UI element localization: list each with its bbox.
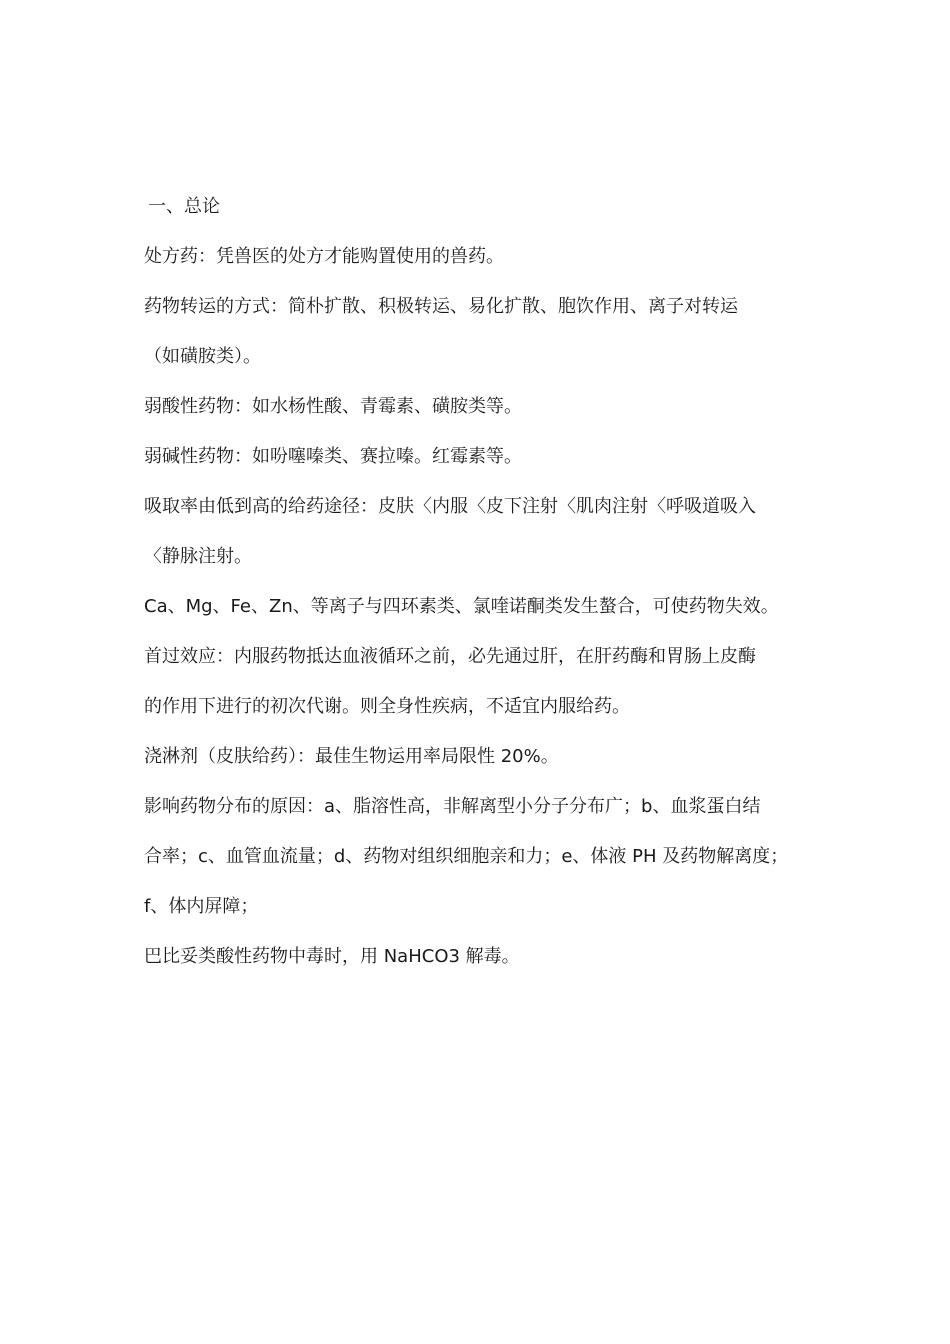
text-line: 药物转运的方式：简朴扩散、积极转运、易化扩散、胞饮作用、离子对转运 — [144, 296, 738, 317]
text-line: 巴比妥类酸性药物中毒时，用 NaHCO3 解毒。 — [144, 946, 520, 967]
text-line: 影响药物分布的原因：a、脂溶性高，非解离型小分子分布广；b、血浆蛋白结 — [144, 796, 761, 817]
text-line: f、体内屏障； — [144, 896, 259, 917]
text-line: Ca、Mg、Fe、Zn、等离子与四环素类、氯喹诺酮类发生螯合，可使药物失效。 — [144, 596, 779, 617]
text-line: 的作用下进行的初次代谢。则全身性疾病，不适宜内服给药。 — [144, 696, 630, 717]
text-line: （如磺胺类）。 — [144, 346, 261, 367]
text-line: 吸取率由低到高的给药途径：皮肤〈内服〈皮下注射〈肌肉注射〈呼吸道吸入 — [144, 496, 756, 517]
text-line: 首过效应：内服药物抵达血液循环之前，必先通过肝，在肝药酶和胃肠上皮酶 — [144, 646, 756, 667]
text-line: 处方药：凭兽医的处方才能购置使用的兽药。 — [144, 246, 504, 267]
text-line: 浇淋剂（皮肤给药）：最佳生物运用率局限性 20%。 — [144, 746, 559, 767]
text-line: 合率；c、血管血流量；d、药物对组织细胞亲和力；e、体液 PH 及药物解离度； — [144, 846, 789, 867]
section-heading: 一、总论 — [148, 196, 220, 217]
text-line: 弱酸性药物：如水杨性酸、青霉素、磺胺类等。 — [144, 396, 522, 417]
document-body — [144, 182, 834, 982]
text-line: 弱碱性药物：如吩噻嗪类、赛拉嗪。红霉素等。 — [144, 446, 522, 467]
text-line: 〈静脉注射。 — [144, 546, 252, 567]
